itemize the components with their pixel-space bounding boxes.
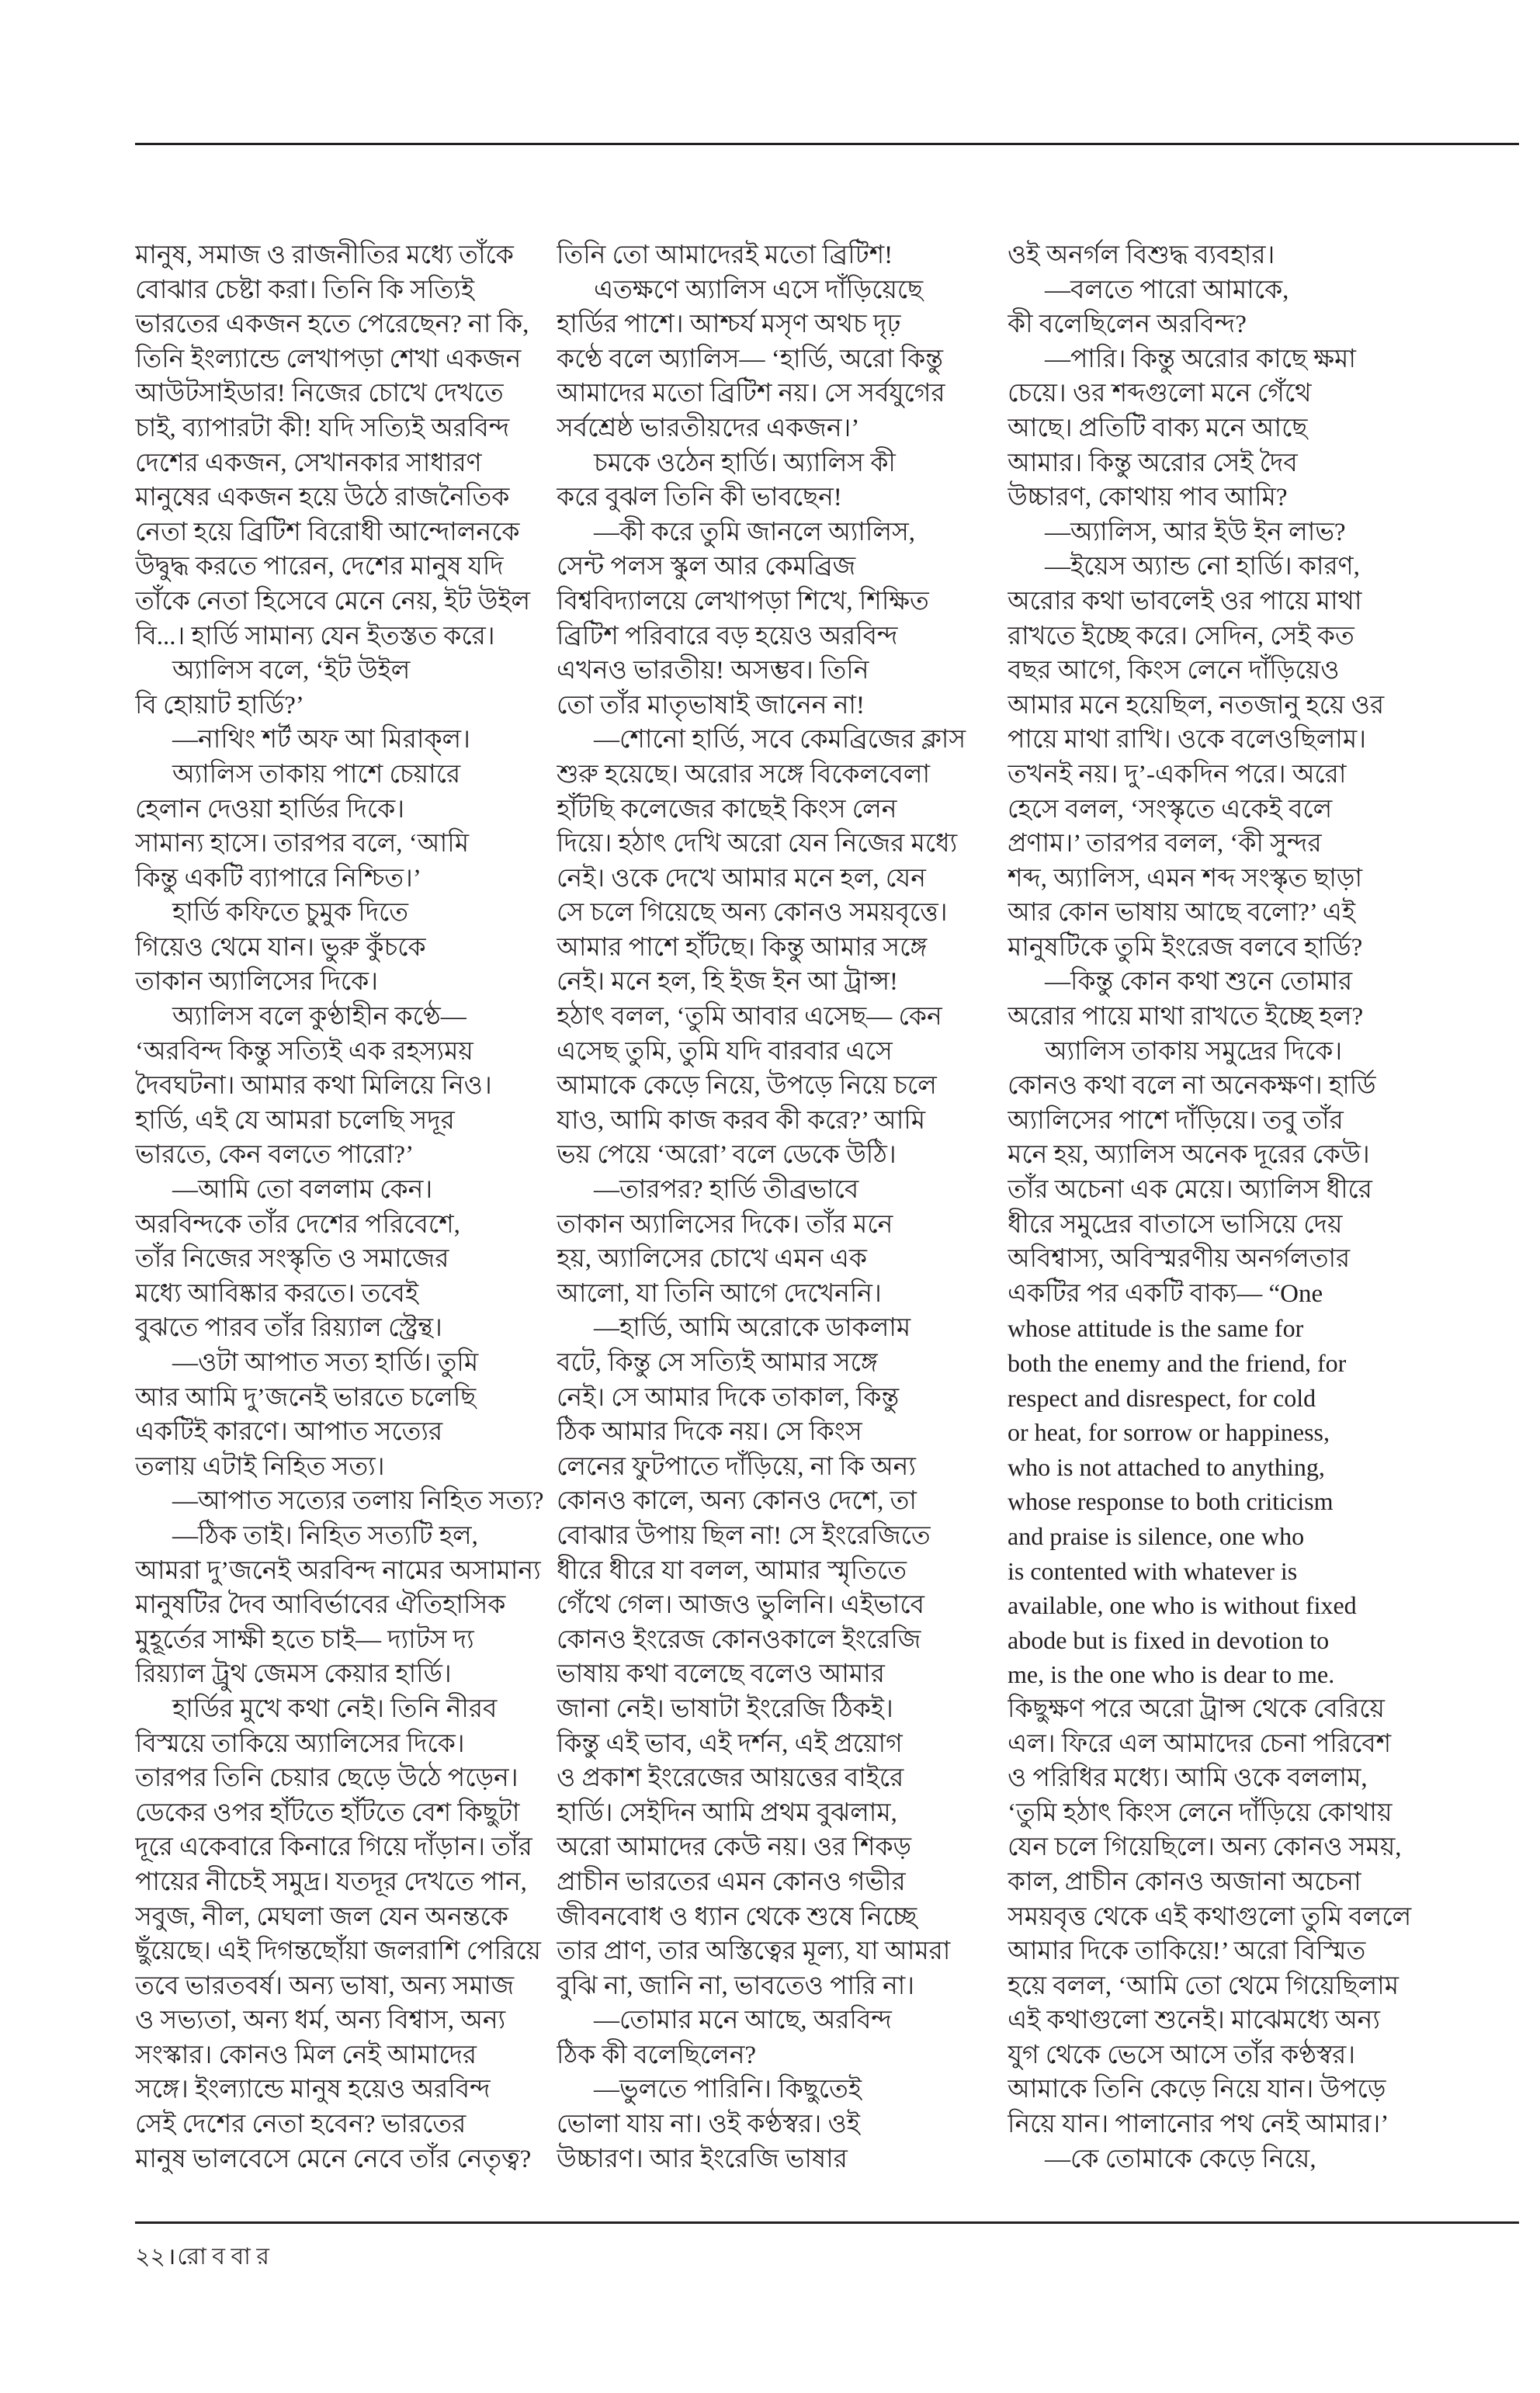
text-line: মানুষটিকে তুমি ইংরেজ বলবে হার্ডি?: [1008, 933, 1363, 962]
text-line: ভাষায় কথা বলেছে বলেও আমার: [557, 1660, 885, 1689]
text-line: চাই, ব্যাপারটা কী! যদি সত্যিই অরবিন্দ: [135, 414, 510, 442]
text-line: ঠিক কী বলেছিলেন?: [557, 2041, 757, 2069]
text-line: নিয়ে যান। পালানোর পথ নেই আমার।’: [1008, 2110, 1389, 2139]
text-line: হার্ডির পাশে। আশ্চর্য মসৃণ অথচ দৃঢ়: [557, 310, 901, 339]
text-line: প্রাচীন ভারতের এমন কোনও গভীর: [557, 1868, 906, 1896]
text-line: —ইয়েস অ্যান্ড নো হার্ডি। কারণ,: [1045, 553, 1360, 581]
text-line: তবে ভারতবর্ষ। অন্য ভাষা, অন্য সমাজ: [135, 1972, 515, 2000]
text-line: উচ্চারণ, কোথায় পাব আমি?: [1008, 484, 1288, 512]
text-line: ধীরে ধীরে যা বলল, আমার স্মৃতিতে: [557, 1556, 907, 1585]
text-line: আর আমি দু’জনেই ভারতে চলেছি: [135, 1383, 477, 1412]
text-line: ওই অনর্গল বিশুদ্ধ ব্যবহার।: [1008, 241, 1275, 269]
text-line: কোনও কথা বলে না অনেকক্ষণ। হার্ডি: [1008, 1072, 1376, 1101]
text-line: হেলান দেওয়া হার্ডির দিকে।: [135, 795, 405, 824]
text-line: মানুষের একজন হয়ে উঠে রাজনৈতিক: [135, 484, 510, 512]
text-line: কিন্তু এই ভাব, এই দর্শন, এই প্রয়োগ: [557, 1729, 903, 1758]
text-line: সবুজ, নীল, মেঘলা জল যেন অনন্তকে: [135, 1902, 509, 1931]
text-line: আমার পাশে হাঁটছে। কিন্তু আমার সঙ্গে: [557, 933, 928, 962]
text-line: তিনি ইংল্যান্ডে লেখাপড়া শেখা একজন: [135, 345, 522, 373]
english-quote-line: and praise is silence, one who: [1008, 1521, 1305, 1550]
text-line: আর কোন ভাষায় আছে বলো?’ এই: [1008, 899, 1355, 928]
footer-separator: ।: [167, 2244, 176, 2270]
text-line: তাঁর নিজের সংস্কৃতি ও সমাজের: [135, 1245, 449, 1274]
text-line: —পারি। কিন্তু অরোর কাছে ক্ষমা: [1045, 345, 1356, 373]
text-line: ভয় পেয়ে ‘অরো’ বলে ডেকে উঠি।: [557, 1141, 897, 1170]
text-line: মানুষ, সমাজ ও রাজনীতির মধ্যে তাঁকে: [135, 241, 514, 269]
text-line: বি হোয়াট হার্ডি?’: [135, 691, 304, 720]
text-line: যেন চলে গিয়েছিলে। অন্য কোনও সময়,: [1008, 1833, 1402, 1862]
text-line: আমার দিকে তাকিয়ে!’ অরো বিস্মিত: [1008, 1937, 1366, 1966]
text-line: গেঁথে গেল। আজও ভুলিনি। এইভাবে: [557, 1591, 924, 1620]
english-quote-line: whose response to both criticism: [1008, 1487, 1334, 1516]
text-line: তখনই নয়। দু’-একদিন পরে। অরো: [1008, 760, 1347, 789]
text-line: হার্ডি। সেইদিন আমি প্রথম বুঝলাম,: [557, 1798, 897, 1827]
text-line: দিয়ে। হঠাৎ দেখি অরো যেন নিজের মধ্যে: [557, 830, 958, 858]
text-line: বিশ্ববিদ্যালয়ে লেখাপড়া শিখে, শিক্ষিত: [557, 587, 929, 616]
text-line: এই কথাগুলো শুনেই। মাঝেমধ্যে অন্য: [1008, 2006, 1380, 2035]
english-quote-line: available, one who is without fixed: [1008, 1591, 1357, 1620]
text-line: মানুষ ভালবেসে মেনে নেবে তাঁর নেতৃত্ব?: [135, 2145, 532, 2173]
text-line: কিছুক্ষণ পরে অরো ট্রান্স থেকে বেরিয়ে: [1008, 1694, 1385, 1723]
text-line: —তোমার মনে আছে, অরবিন্দ: [594, 2006, 892, 2035]
text-line: —শোনো হার্ডি, সবে কেমব্রিজের ক্লাস: [594, 726, 966, 754]
text-line: অরোর পায়ে মাথা রাখতে ইচ্ছে হল?: [1008, 1003, 1364, 1032]
text-line: একটির পর একটি বাক্য— “One: [1008, 1279, 1323, 1308]
english-quote-line: both the enemy and the friend, for: [1008, 1349, 1347, 1377]
text-line: তারপর তিনি চেয়ার ছেড়ে উঠে পড়েন।: [135, 1764, 519, 1793]
text-line: সেন্ট পলস স্কুল আর কেমব্রিজ: [557, 553, 856, 581]
text-line: হয়ে বলল, ‘আমি তো থেমে গিয়েছিলাম: [1008, 1972, 1400, 2000]
text-line: সে চলে গিয়েছে অন্য কোনও সময়বৃত্তে।: [557, 899, 948, 928]
text-line: —কিন্তু কোন কথা শুনে তোমার: [1045, 968, 1353, 997]
text-line: ঠিক আমার দিকে নয়। সে কিংস: [557, 1418, 862, 1447]
text-line: অ্যালিস তাকায় পাশে চেয়ারে: [172, 760, 461, 789]
english-quote-line: me, is the one who is dear to me.: [1008, 1660, 1335, 1689]
text-line: ‘তুমি হঠাৎ কিংস লেনে দাঁড়িয়ে কোথায়: [1008, 1798, 1393, 1827]
text-line: কী বলেছিলেন অরবিন্দ?: [1008, 310, 1247, 339]
text-line: এখনও ভারতীয়! অসম্ভব। তিনি: [557, 657, 869, 685]
text-line: বোঝার উপায় ছিল না! সে ইংরেজিতে: [557, 1521, 931, 1550]
page-number: ২২: [135, 2244, 166, 2270]
text-line: হয়, অ্যালিসের চোখে এমন এক: [557, 1245, 868, 1274]
text-column-3: [1008, 238, 1521, 2176]
text-line: অরোর কথা ভাবলেই ওর পায়ে মাথা: [1008, 587, 1362, 616]
text-line: এসেছ তুমি, তুমি যদি বারবার এসে: [557, 1037, 893, 1066]
text-line: আমার মনে হয়েছিল, নতজানু হয়ে ওর: [1008, 691, 1385, 720]
text-line: জীবনবোধ ও ধ্যান থেকে শুষে নিচ্ছে: [557, 1902, 917, 1931]
text-line: —কী করে তুমি জানলে অ্যালিস,: [594, 518, 915, 546]
text-line: দৈবঘটনা। আমার কথা মিলিয়ে নিও।: [135, 1072, 492, 1101]
english-quote-line: or heat, for sorrow or happiness,: [1008, 1418, 1330, 1447]
text-line: তাকান অ্যালিসের দিকে। তাঁর মনে: [557, 1210, 893, 1239]
text-line: অবিশ্বাস্য, অবিস্মরণীয় অনর্গলতার: [1008, 1245, 1351, 1274]
text-line: করে বুঝল তিনি কী ভাবছেন!: [557, 484, 842, 512]
text-line: ভারতের একজন হতে পেরেছেন? না কি,: [135, 310, 529, 339]
text-line: তাঁকে নেতা হিসেবে মেনে নেয়, ইট উইল: [135, 587, 531, 616]
text-line: —আপাত সত্যের তলায় নিহিত সত্য?: [172, 1487, 544, 1516]
text-line: সময়বৃত্ত থেকে এই কথাগুলো তুমি বললে: [1008, 1902, 1412, 1931]
text-line: —কে তোমাকে কেড়ে নিয়ে,: [1045, 2145, 1316, 2173]
text-line: দূরে একেবারে কিনারে গিয়ে দাঁড়ান। তাঁর: [135, 1833, 532, 1862]
text-line: অ্যালিস বলে কুণ্ঠাহীন কণ্ঠে—: [172, 1003, 467, 1032]
text-line: আমাদের মতো ব্রিটিশ নয়। সে সর্বযুগের: [557, 380, 945, 408]
text-line: অরবিন্দকে তাঁর দেশের পরিবেশে,: [135, 1210, 460, 1239]
text-line: উচ্চারণ। আর ইংরেজি ভাষার: [557, 2145, 848, 2173]
text-line: আমার। কিন্তু অরোর সেই দৈব: [1008, 449, 1298, 477]
english-quote-line: respect and disrespect, for cold: [1008, 1383, 1316, 1412]
text-line: হেসে বলল, ‘সংস্কৃতে একেই বলে: [1008, 795, 1333, 824]
text-line: উদ্বুদ্ধ করতে পারেন, দেশের মানুষ যদি: [135, 553, 504, 581]
text-line: বটে, কিন্তু সে সত্যিই আমার সঙ্গে: [557, 1349, 878, 1377]
text-line: হঠাৎ বলল, ‘তুমি আবার এসেছ— কেন: [557, 1003, 942, 1032]
text-line: ধীরে সমুদ্রের বাতাসে ভাসিয়ে দেয়: [1008, 1210, 1343, 1239]
text-line: আছে। প্রতিটি বাক্য মনে আছে: [1008, 414, 1308, 442]
text-line: মানুষটির দৈব আবির্ভাবের ঐতিহাসিক: [135, 1591, 506, 1620]
text-line: এতক্ষণে অ্যালিস এসে দাঁড়িয়েছে: [594, 276, 924, 304]
text-line: ও প্রকাশ ইংরেজের আয়ত্তের বাইরে: [557, 1764, 904, 1793]
text-line: বোঝার চেষ্টা করা। তিনি কি সত্যিই: [135, 276, 475, 304]
page-footer: [135, 2240, 269, 2274]
text-line: আমাকে তিনি কেড়ে নিয়ে যান। উপড়ে: [1008, 2076, 1386, 2104]
text-line: বুঝতে পারব তাঁর রিয়্যাল স্ট্রেন্থ।: [135, 1314, 442, 1343]
text-line: চেয়ে। ওর শব্দগুলো মনে গেঁথে: [1008, 380, 1312, 408]
text-line: একটিই কারণে। আপাত সত্যের: [135, 1418, 443, 1447]
text-line: অরো আমাদের কেউ নয়। ওর শিকড়: [557, 1833, 912, 1862]
text-line: আমরা দু’জনেই অরবিন্দ নামের অসামান্য: [135, 1556, 541, 1585]
text-line: অ্যালিস তাকায় সমুদ্রের দিকে।: [1045, 1037, 1343, 1066]
text-line: তাঁর অচেনা এক মেয়ে। অ্যালিস ধীরে: [1008, 1176, 1372, 1205]
text-line: মধ্যে আবিষ্কার করতে। তবেই: [135, 1279, 419, 1308]
text-line: যুগ থেকে ভেসে আসে তাঁর কণ্ঠস্বর।: [1008, 2041, 1356, 2069]
text-line: —ভুলতে পারিনি। কিছুতেই: [594, 2076, 862, 2104]
english-quote-line: who is not attached to anything,: [1008, 1452, 1325, 1481]
text-line: —তারপর? হার্ডি তীব্রভাবে: [594, 1176, 859, 1205]
magazine-name: রো ব বা র: [177, 2244, 269, 2270]
text-line: ভোলা যায় না। ওই কণ্ঠস্বর। ওই: [557, 2110, 860, 2139]
text-line: হার্ডি কফিতে চুমুক দিতে: [172, 899, 409, 928]
text-line: সর্বশ্রেষ্ঠ ভারতীয়দের একজন।’: [557, 414, 860, 442]
text-line: সেই দেশের নেতা হবেন? ভারতের: [135, 2110, 467, 2139]
text-line: নেই। মনে হল, হি ইজ ইন আ ট্রান্স!: [557, 968, 899, 997]
text-line: নেই। ওকে দেখে আমার মনে হল, যেন: [557, 864, 926, 893]
text-line: কোনও কালে, অন্য কোনও দেশে, তা: [557, 1487, 917, 1516]
text-line: সঙ্গে। ইংল্যান্ডে মানুষ হয়েও অরবিন্দ: [135, 2076, 491, 2104]
text-line: কোনও ইংরেজ কোনওকালে ইংরেজি: [557, 1625, 921, 1654]
text-line: কাল, প্রাচীন কোনও অজানা অচেনা: [1008, 1868, 1361, 1896]
text-line: কণ্ঠে বলে অ্যালিস— ‘হার্ডি, অরো কিন্তু: [557, 345, 943, 373]
text-line: কিন্তু একটি ব্যাপারে নিশ্চিত।’: [135, 864, 421, 893]
text-line: সংস্কার। কোনও মিল নেই আমাদের: [135, 2041, 477, 2069]
text-line: ‘অরবিন্দ কিন্তু সত্যিই এক রহস্যময়: [135, 1037, 473, 1066]
text-line: চমকে ওঠেন হার্ডি। অ্যালিস কী: [594, 449, 896, 477]
text-line: শব্দ, অ্যালিস, এমন শব্দ সংস্কৃত ছাড়া: [1008, 864, 1363, 893]
text-line: ভারতে, কেন বলতে পারো?’: [135, 1141, 414, 1170]
text-line: আলো, যা তিনি আগে দেখেননি।: [557, 1279, 882, 1308]
text-line: ও সভ্যতা, অন্য ধর্ম, অন্য বিশ্বাস, অন্য: [135, 2006, 506, 2035]
text-line: দেশের একজন, সেখানকার সাধারণ: [135, 449, 482, 477]
text-line: অ্যালিস বলে, ‘ইট উইল: [172, 657, 411, 685]
text-line: গিয়েও থেমে যান। ভুরু কুঁচকে: [135, 933, 426, 962]
text-line: হাঁটছি কলেজের কাছেই কিংস লেন: [557, 795, 897, 824]
text-line: বুঝি না, জানি না, ভাবতেও পারি না।: [557, 1972, 915, 2000]
text-line: নেতা হয়ে ব্রিটিশ বিরোধী আন্দোলনকে: [135, 518, 520, 546]
text-line: সামান্য হাসে। তারপর বলে, ‘আমি: [135, 830, 470, 858]
text-line: নেই। সে আমার দিকে তাকাল, কিন্তু: [557, 1383, 900, 1412]
text-line: রিয়্যাল ট্রুথ জেমস কেয়ার হার্ডি।: [135, 1660, 452, 1689]
text-line: আউটসাইডার! নিজের চোখে দেখতে: [135, 380, 504, 408]
text-line: ডেকের ওপর হাঁটতে হাঁটতে বেশ কিছুটা: [135, 1798, 520, 1827]
text-line: —ঠিক তাই। নিহিত সত্যটি হল,: [172, 1521, 478, 1550]
text-line: আমাকে কেড়ে নিয়ে, উপড়ে নিয়ে চলে: [557, 1072, 937, 1101]
text-line: তলায় এটাই নিহিত সত্য।: [135, 1452, 385, 1481]
text-line: —বলতে পারো আমাকে,: [1045, 276, 1289, 304]
text-line: তার প্রাণ, তার অস্তিত্বের মূল্য, যা আমরা: [557, 1937, 951, 1966]
english-quote-line: abode but is fixed in devotion to: [1008, 1625, 1330, 1654]
text-line: হার্ডি, এই যে আমরা চলেছি সদূর: [135, 1106, 455, 1135]
text-line: শুরু হয়েছে। অরোর সঙ্গে বিকেলবেলা: [557, 760, 931, 789]
text-line: মনে হয়, অ্যালিস অনেক দূরের কেউ।: [1008, 1141, 1370, 1170]
text-line: পায়ের নীচেই সমুদ্র। যতদূর দেখতে পান,: [135, 1868, 527, 1896]
text-line: পায়ে মাথা রাখি। ওকে বলেওছিলাম।: [1008, 726, 1367, 754]
text-line: প্রণাম।’ তারপর বলল, ‘কী সুন্দর: [1008, 830, 1322, 858]
text-line: রাখতে ইচ্ছে করে। সেদিন, সেই কত: [1008, 622, 1354, 650]
text-line: —নাথিং শর্ট অফ আ মিরাক্‌ল।: [172, 726, 470, 754]
text-column-2: [557, 238, 999, 2176]
text-line: হার্ডির মুখে কথা নেই। তিনি নীরব: [172, 1694, 498, 1723]
english-quote-line: is contented with whatever is: [1008, 1556, 1298, 1585]
text-line: ব্রিটিশ পরিবারে বড় হয়েও অরবিন্দ: [557, 622, 898, 650]
text-line: যাও, আমি কাজ করব কী করে?’ আমি: [557, 1106, 926, 1135]
text-line: —আমি তো বললাম কেন।: [172, 1176, 433, 1205]
text-line: ছুঁয়েছে। এই দিগন্তছোঁয়া জলরাশি পেরিয়ে: [135, 1937, 541, 1966]
text-line: বি...। হার্ডি সামান্য যেন ইতস্তত করে।: [135, 622, 495, 650]
text-line: জানা নেই। ভাষাটা ইংরেজি ঠিকই।: [557, 1694, 893, 1723]
top-rule: [135, 143, 1519, 145]
text-line: বিস্ময়ে তাকিয়ে অ্যালিসের দিকে।: [135, 1729, 465, 1758]
text-line: —অ্যালিস, আর ইউ ইন লাভ?: [1045, 518, 1346, 546]
text-line: তিনি তো আমাদেরই মতো ব্রিটিশ!: [557, 241, 893, 269]
bottom-rule: [135, 2221, 1519, 2224]
text-line: তো তাঁর মাতৃভাষাই জানেন না!: [557, 691, 865, 720]
text-column-1: [135, 238, 551, 2176]
text-line: এল। ফিরে এল আমাদের চেনা পরিবেশ: [1008, 1729, 1392, 1758]
text-line: মুহূর্তের সাক্ষী হতে চাই— দ্যাটস দ্য: [135, 1625, 474, 1654]
text-line: বছর আগে, কিংস লেনে দাঁড়িয়েও: [1008, 657, 1340, 685]
text-line: অ্যালিসের পাশে দাঁড়িয়ে। তবু তাঁর: [1008, 1106, 1344, 1135]
text-line: —ওটা আপাত সত্য হার্ডি। তুমি: [172, 1349, 479, 1377]
text-line: —হার্ডি, আমি অরোকে ডাকলাম: [594, 1314, 911, 1343]
english-quote-line: whose attitude is the same for: [1008, 1314, 1304, 1343]
text-line: তাকান অ্যালিসের দিকে।: [135, 968, 379, 997]
text-line: লেনের ফুটপাতে দাঁড়িয়ে, না কি অন্য: [557, 1452, 916, 1481]
text-line: ও পরিধির মধ্যে। আমি ওকে বললাম,: [1008, 1764, 1368, 1793]
